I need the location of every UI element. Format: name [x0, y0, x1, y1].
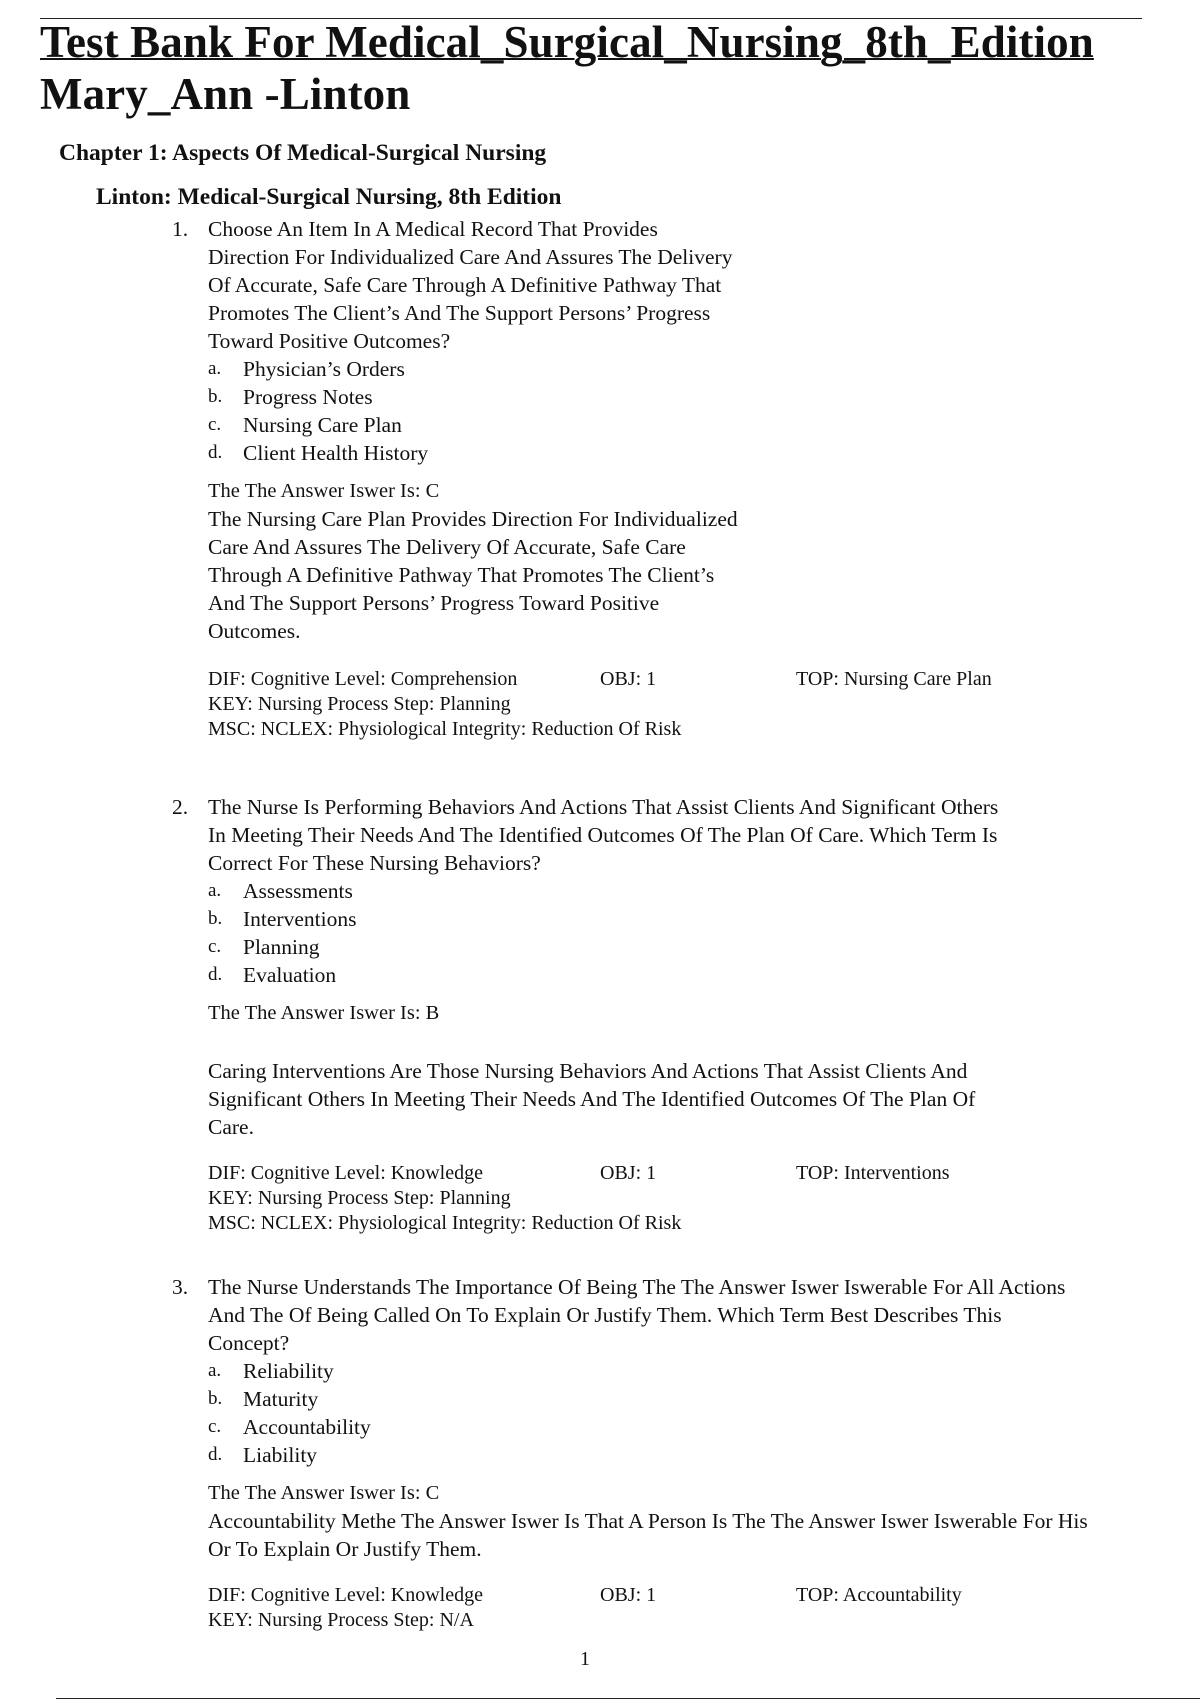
- option-d: [208, 1441, 1088, 1469]
- title-line-1: Test Bank For Medical_Surgical_Nursing_8th_Edition: [40, 17, 1094, 67]
- option-text: Reliability: [243, 1359, 334, 1383]
- question-number: 2.: [172, 795, 189, 819]
- option-letter: d.: [208, 1444, 223, 1465]
- option-text: Physician’s Orders: [243, 357, 405, 381]
- option-letter: b.: [208, 908, 223, 929]
- objective: OBJ: 1: [600, 1162, 657, 1184]
- stem-line: The Nurse Understands The Importance Of Being The The Answer Iswer Iswerable For All Actions: [208, 1275, 1066, 1299]
- answer-options: [208, 1357, 1088, 1469]
- question-number: 3.: [172, 1275, 189, 1299]
- document-title: [40, 16, 1170, 120]
- rationale-line: Care And Assures The Delivery Of Accurate, Safe Care: [208, 535, 686, 559]
- stem-line: Toward Positive Outcomes?: [208, 329, 451, 353]
- rationale-line: The Nursing Care Plan Provides Direction For Individualized: [208, 507, 738, 531]
- option-b: [208, 905, 998, 933]
- stem-line: Correct For These Nursing Behaviors?: [208, 851, 541, 875]
- option-letter: a.: [208, 880, 222, 901]
- rationale-line: And The Support Persons’ Progress Toward Positive: [208, 591, 660, 615]
- key: KEY: Nursing Process Step: Planning: [208, 1187, 511, 1209]
- option-letter: d.: [208, 964, 223, 985]
- answer-options: [208, 355, 738, 467]
- question-1: [172, 215, 992, 742]
- option-text: Accountability: [243, 1415, 371, 1439]
- chapter-heading: Chapter 1: Aspects Of Medical-Surgical Nursing: [59, 140, 547, 166]
- question-stem: [208, 793, 998, 877]
- option-letter: a.: [208, 358, 222, 379]
- option-text: Assessments: [243, 879, 353, 903]
- question-stem: [208, 215, 738, 355]
- option-text: Client Health History: [243, 441, 429, 465]
- book-subtitle: Linton: Medical-Surgical Nursing, 8th Edition: [96, 184, 562, 210]
- option-letter: c.: [208, 414, 222, 435]
- rationale: [208, 505, 738, 645]
- stem-line: The Nurse Is Performing Behaviors And Actions That Assist Clients And Significant Others: [208, 795, 999, 819]
- option-text: Liability: [243, 1443, 318, 1467]
- difficulty: DIF: Cognitive Level: Knowledge: [208, 1162, 483, 1184]
- option-letter: c.: [208, 936, 222, 957]
- topic: TOP: Interventions: [796, 1162, 950, 1184]
- question-metadata: [208, 1583, 1088, 1633]
- question-metadata: [208, 667, 992, 742]
- msc: MSC: NCLEX: Physiological Integrity: Reduction Of Risk: [208, 1212, 682, 1234]
- question-2: [172, 793, 998, 1236]
- option-letter: c.: [208, 1416, 222, 1437]
- msc: MSC: NCLEX: Physiological Integrity: Reduction Of Risk: [208, 718, 682, 740]
- difficulty: DIF: Cognitive Level: Comprehension: [208, 668, 518, 690]
- option-d: [208, 961, 998, 989]
- option-a: [208, 877, 998, 905]
- answer-key: The The Answer Iswer Is: C: [208, 480, 440, 502]
- rationale-line: Outcomes.: [208, 619, 301, 643]
- option-letter: b.: [208, 386, 223, 407]
- option-d: [208, 439, 738, 467]
- rationale: [208, 1507, 1088, 1563]
- option-text: Planning: [243, 935, 320, 959]
- answer-options: [208, 877, 998, 989]
- topic: TOP: Accountability: [796, 1584, 962, 1606]
- option-text: Interventions: [243, 907, 357, 931]
- bottom-rule: [56, 1698, 1200, 1699]
- key: KEY: Nursing Process Step: Planning: [208, 693, 511, 715]
- option-c: [208, 933, 998, 961]
- stem-line: Direction For Individualized Care And Assures The Delivery: [208, 245, 733, 269]
- option-text: Nursing Care Plan: [243, 413, 402, 437]
- objective: OBJ: 1: [600, 668, 657, 690]
- key: KEY: Nursing Process Step: N/A: [208, 1609, 474, 1631]
- option-a: [208, 1357, 1088, 1385]
- question-3: [172, 1273, 1088, 1633]
- stem-line: And The Of Being Called On To Explain Or Justify Them. Which Term Best Describes This: [208, 1303, 1002, 1327]
- rationale-line: Significant Others In Meeting Their Needs And The Identified Outcomes Of The Plan Of: [208, 1087, 976, 1111]
- question-number: 1.: [172, 217, 189, 241]
- rationale-line: Or To Explain Or Justify Them.: [208, 1537, 482, 1561]
- answer-key: The The Answer Iswer Is: B: [208, 1002, 440, 1024]
- objective: OBJ: 1: [600, 1584, 657, 1606]
- stem-line: Concept?: [208, 1331, 290, 1355]
- topic: TOP: Nursing Care Plan: [796, 668, 992, 690]
- option-a: [208, 355, 738, 383]
- rationale-line: Care.: [208, 1115, 254, 1139]
- option-b: [208, 1385, 1088, 1413]
- question-metadata: [208, 1161, 998, 1236]
- title-line-2: Mary_Ann -Linton: [40, 69, 411, 119]
- rationale-line: Through A Definitive Pathway That Promotes The Client’s: [208, 563, 715, 587]
- option-c: [208, 1413, 1088, 1441]
- answer-key: The The Answer Iswer Is: C: [208, 1482, 440, 1504]
- option-c: [208, 411, 738, 439]
- rationale-line: Caring Interventions Are Those Nursing Behaviors And Actions That Assist Clients And: [208, 1059, 968, 1083]
- rationale-line: Accountability Methe The Answer Iswer Is That A Person Is The The Answer Iswer Iswerable For His: [208, 1509, 1088, 1533]
- option-text: Evaluation: [243, 963, 337, 987]
- option-letter: a.: [208, 1360, 222, 1381]
- option-letter: b.: [208, 1388, 223, 1409]
- rationale: [208, 1057, 998, 1141]
- difficulty: DIF: Cognitive Level: Knowledge: [208, 1584, 483, 1606]
- page-number: 1: [580, 1648, 590, 1670]
- question-stem: [208, 1273, 1088, 1357]
- stem-line: In Meeting Their Needs And The Identified Outcomes Of The Plan Of Care. Which Term Is: [208, 823, 998, 847]
- stem-line: Of Accurate, Safe Care Through A Definitive Pathway That: [208, 273, 722, 297]
- option-letter: d.: [208, 442, 223, 463]
- option-text: Maturity: [243, 1387, 319, 1411]
- stem-line: Choose An Item In A Medical Record That Provides: [208, 217, 658, 241]
- stem-line: Promotes The Client’s And The Support Persons’ Progress: [208, 301, 711, 325]
- option-text: Progress Notes: [243, 385, 373, 409]
- option-b: [208, 383, 738, 411]
